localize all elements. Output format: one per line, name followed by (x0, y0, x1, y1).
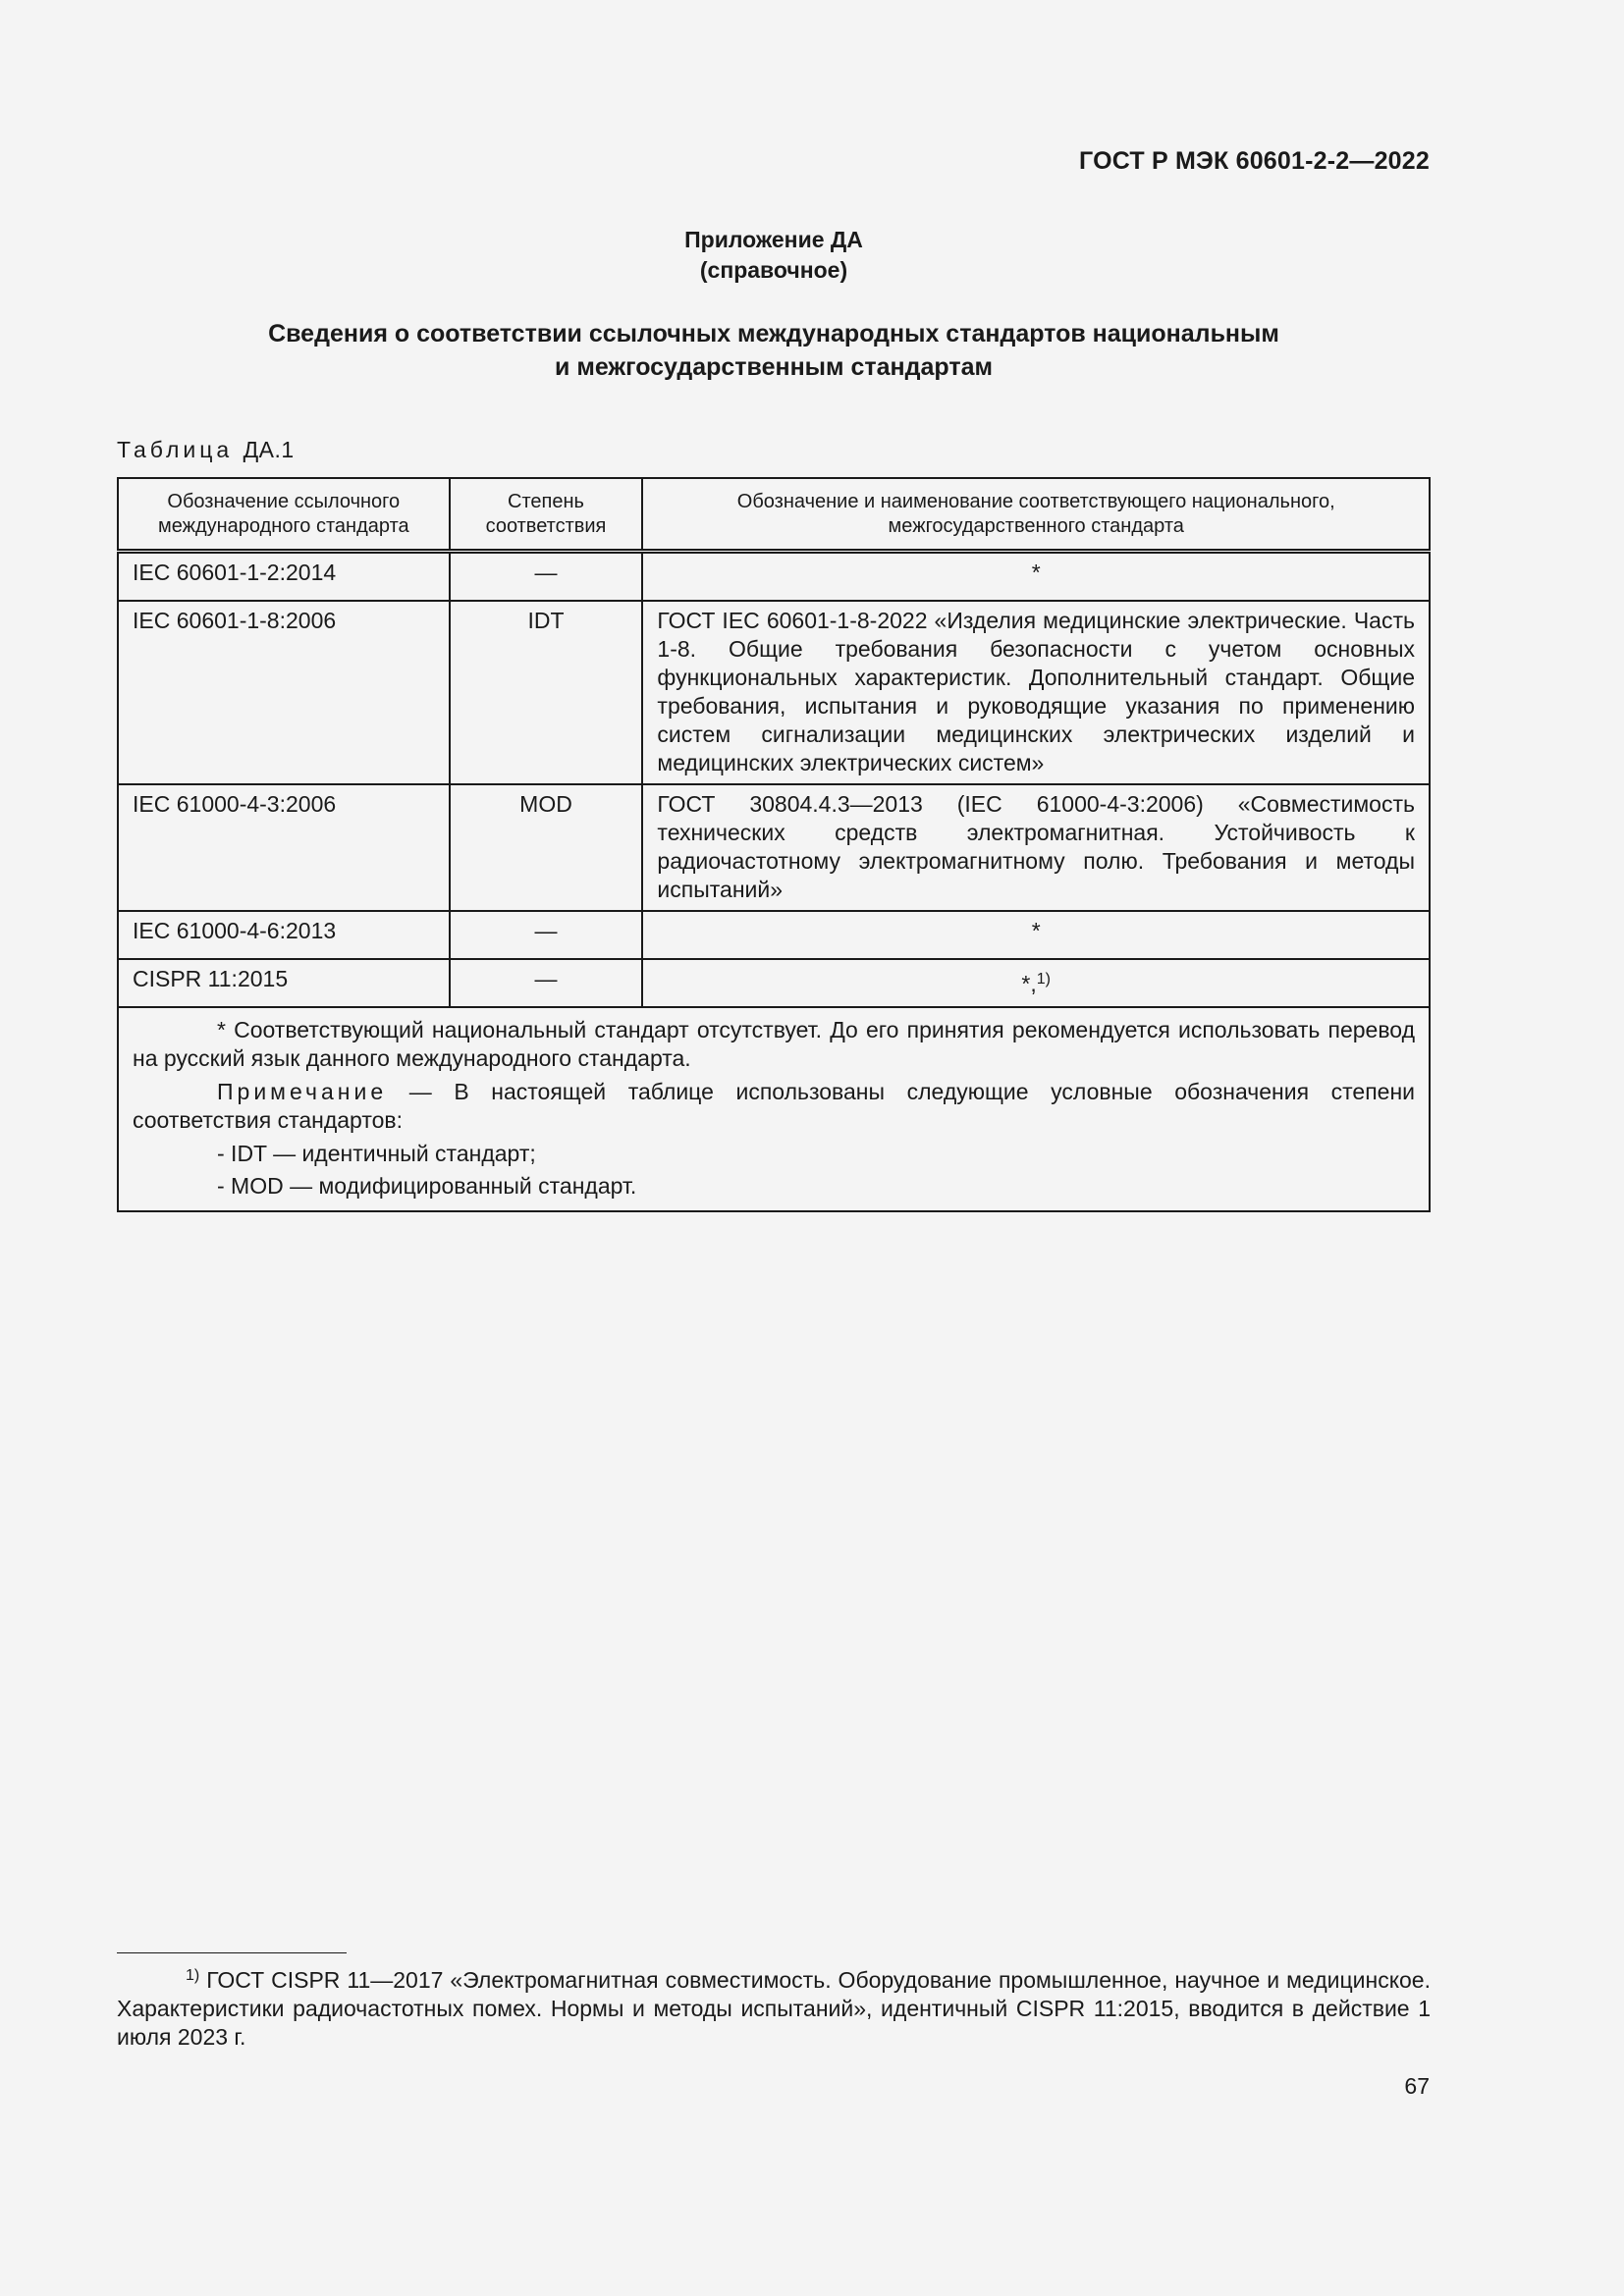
header-degree: Степень соответствия (450, 478, 643, 552)
footnote-text: ГОСТ CISPR 11—2017 «Электромагнитная совместимость. Оборудование промышленное, научное и медицинское. Характеристики радиочастотных помех. Нормы и методы испытаний», идентичный CISPR 11:2015, вводится в действие 1 июля 2023 г. (117, 1967, 1431, 2050)
cell-standard: IEC 60601-1-8:2006 (118, 601, 450, 784)
star-footnote: * Соответствующий национальный стандарт отсутствует. До его принятия рекомендуется использовать перевод на русский язык данного международного стандарта. (133, 1017, 1415, 1071)
cell-degree: — (450, 911, 643, 959)
annex-heading-line-2: и межгосударственным стандартам (555, 353, 993, 381)
table-notes-row (118, 1007, 1430, 1211)
cell-degree: — (450, 959, 643, 1007)
annex-heading-line-1: Сведения о соответствии ссылочных международных стандартов национальным (268, 320, 1279, 347)
cell-national: * (642, 552, 1430, 602)
cell-national: * (642, 911, 1430, 959)
annex-subtitle: (справочное) (699, 257, 848, 283)
header-international-standard: Обозначение ссылочного международного стандарта (118, 478, 450, 552)
table-header-row (118, 478, 1430, 552)
cell-degree: IDT (450, 601, 643, 784)
table-notes (118, 1007, 1430, 1211)
cell-standard: IEC 60601-1-2:2014 (118, 552, 450, 602)
table-caption (117, 437, 295, 463)
note-text: — В настоящей таблице использованы следующие условные обозначения степени соответствия стандартов: (133, 1079, 1415, 1133)
legend-item: - IDT — идентичный стандарт; (217, 1141, 536, 1166)
legend-item: - MOD — модифицированный стандарт. (217, 1173, 637, 1199)
national-star: *, (1021, 971, 1037, 996)
cell-standard: IEC 61000-4-6:2013 (118, 911, 450, 959)
page-number: 67 (1404, 2073, 1430, 2099)
cell-degree: MOD (450, 784, 643, 911)
cell-standard: IEC 61000-4-3:2006 (118, 784, 450, 911)
cell-national: ГОСТ 30804.4.3—2013 (IEC 61000-4-3:2006) «Совместимость технических средств электромагнитная. Устойчивость к радиочастотному электромагнитному полю. Требования и методы испытаний» (642, 784, 1430, 911)
page-footnote (117, 1961, 1431, 2052)
footnote-reference[interactable]: 1) (1036, 971, 1051, 988)
footnote-divider (117, 1952, 347, 1953)
document-code: ГОСТ Р МЭК 60601-2-2—2022 (1079, 147, 1430, 175)
table-row (118, 784, 1430, 911)
table-caption-word: Таблица (117, 437, 234, 462)
table-caption-number: ДА.1 (243, 437, 295, 462)
table-row (118, 552, 1430, 602)
cell-national (642, 959, 1430, 1007)
table-row (118, 601, 1430, 784)
cell-degree: — (450, 552, 643, 602)
table-row (118, 911, 1430, 959)
header-national-standard: Обозначение и наименование соответствующего национального, межгосударственного стандарта (642, 478, 1430, 552)
annex-title: Приложение ДА (684, 227, 863, 252)
table-note (133, 1078, 1415, 1135)
table-row (118, 959, 1430, 1007)
cell-standard: CISPR 11:2015 (118, 959, 450, 1007)
footnote-marker: 1) (186, 1967, 200, 1984)
note-label: Примечание (217, 1079, 388, 1104)
correspondence-table (117, 477, 1431, 1212)
cell-national: ГОСТ IEC 60601-1-8-2022 «Изделия медицинские электрические. Часть 1-8. Общие требования безопасности с учетом основных функциональных характеристик. Дополнительный стандарт. Общие требования, испытания и руководящие указания по применению систем сигнализации медицинских электрических изделий и медицинских электрических систем» (642, 601, 1430, 784)
